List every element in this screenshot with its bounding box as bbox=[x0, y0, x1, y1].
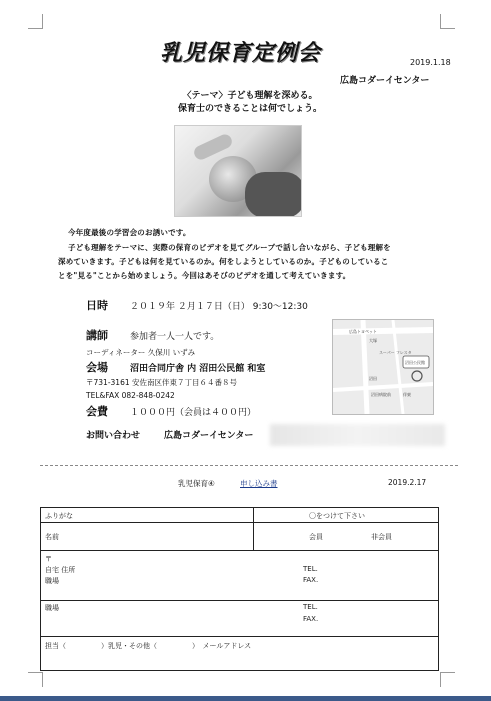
redacted-contact bbox=[270, 424, 445, 446]
member-option[interactable]: 会員 bbox=[309, 533, 323, 541]
cut-line bbox=[40, 465, 458, 466]
coordinator: コーディネーター 久保川 いずみ bbox=[86, 348, 196, 357]
datetime-label: 日時 bbox=[86, 299, 108, 312]
datetime-value: ２０１９年 ２月１７日（日） 9:30〜12:30 bbox=[130, 302, 308, 312]
workplace-field[interactable]: 職場 bbox=[45, 577, 59, 585]
circle-instruction: 〇をつけて下さい bbox=[309, 512, 365, 520]
application-form bbox=[40, 507, 439, 671]
form-footer-fields[interactable]: 担当（ ）乳児・その他（ ） メールアドレス bbox=[45, 642, 252, 650]
work-fax-field[interactable]: FAX. bbox=[303, 615, 319, 623]
home-tel-field[interactable]: TEL. bbox=[303, 565, 318, 573]
intro-line-4: とを"見る"ことから始めましょう。今回はあそびのビデオを通して考えていきます。 bbox=[58, 271, 351, 280]
application-form-title: 申し込み書 bbox=[240, 479, 278, 488]
venue-map bbox=[332, 319, 434, 415]
furigana-field[interactable]: ふりがな bbox=[45, 512, 73, 520]
lecturer-value: 参加者一人一人です。 bbox=[130, 332, 220, 342]
lecturer-label: 講師 bbox=[86, 329, 108, 342]
document-title: 乳児保育定例会 bbox=[160, 41, 322, 66]
slip-left-label: 乳児保育④ bbox=[178, 479, 215, 488]
contact-label: お問い合わせ bbox=[86, 431, 141, 441]
map-label-4: 沼田 bbox=[369, 376, 377, 381]
issue-date: 2019.1.18 bbox=[410, 58, 451, 67]
postal-code-field[interactable]: 〒 bbox=[45, 555, 52, 563]
nonmember-option[interactable]: 非会員 bbox=[371, 533, 392, 541]
map-graphic bbox=[333, 320, 433, 414]
map-label-5: 沼田病院前 bbox=[371, 392, 391, 397]
work-tel-field[interactable]: TEL. bbox=[303, 603, 318, 611]
intro-line-1: 今年度最後の学習会のお誘いです。 bbox=[68, 228, 191, 237]
crop-mark-bottom-left bbox=[28, 672, 43, 687]
home-fax-field[interactable]: FAX. bbox=[303, 576, 319, 584]
intro-line-3: 深めていきます。子どもは何を見ているのか。何をしようとしているのか。子どものしているこ bbox=[58, 257, 389, 266]
theme-line-1: 〈テーマ〉子ども理解を深める。 bbox=[182, 91, 318, 101]
name-field[interactable]: 名前 bbox=[45, 533, 59, 541]
venue-label: 会場 bbox=[86, 361, 108, 374]
map-label-6: 伴東 bbox=[403, 392, 411, 397]
workplace-field-2[interactable]: 職場 bbox=[45, 604, 59, 612]
address: 〒731-3161 安佐南区伴東７丁目６４番８号 bbox=[86, 378, 237, 387]
tel-fax: TEL&FAX 082-848-0242 bbox=[86, 391, 175, 400]
map-label-2: スーパー フレスタ bbox=[379, 350, 412, 355]
map-label-0: 広島トヨペット bbox=[349, 329, 377, 334]
crop-mark-top-right bbox=[440, 14, 455, 29]
fee-label: 会費 bbox=[86, 405, 108, 418]
organizer-name: 広島コダーイセンター bbox=[340, 76, 430, 86]
window-bottom-bar bbox=[0, 696, 491, 701]
map-label-1: 大塚 bbox=[369, 338, 377, 343]
baby-photo bbox=[174, 125, 302, 217]
theme-line-2: 保育士のできることは何でしょう。 bbox=[177, 104, 322, 114]
crop-mark-top-left bbox=[28, 14, 43, 29]
crop-mark-bottom-right bbox=[440, 672, 455, 687]
home-address-field[interactable]: 自宅 住所 bbox=[45, 566, 76, 574]
fee-value: １０００円（会員は４００円） bbox=[130, 408, 257, 418]
venue-value: 沼田合同庁舎 内 沼田公民館 和室 bbox=[130, 364, 266, 374]
slip-date: 2019.2.17 bbox=[388, 478, 427, 487]
map-label-3: 沼田公民館 bbox=[405, 360, 425, 365]
contact-value: 広島コダーイセンター bbox=[164, 431, 254, 441]
intro-line-2: 子ども理解をテーマに、実際の保育のビデオを見てグループで話し合いながら、子ども理解を bbox=[68, 243, 391, 252]
